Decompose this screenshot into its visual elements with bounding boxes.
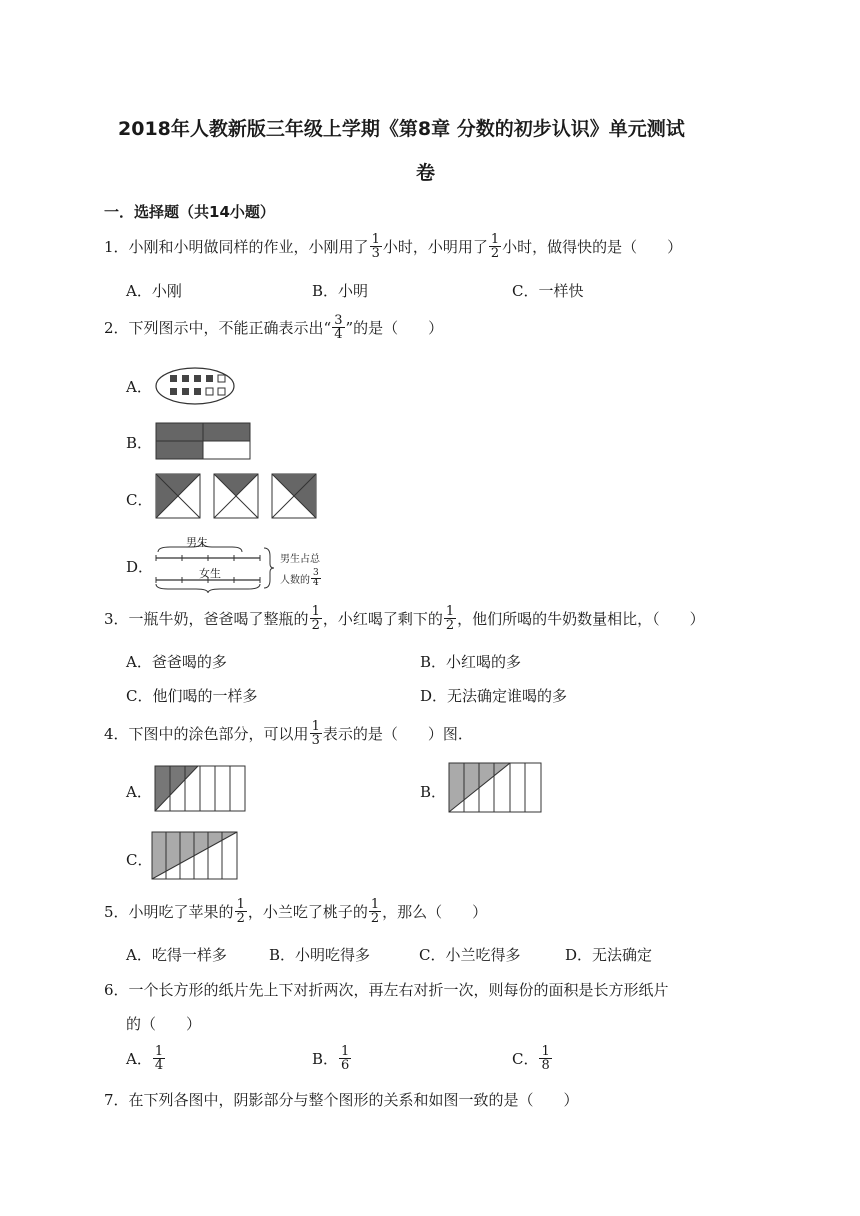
option-c[interactable]: C．一样快	[512, 282, 584, 300]
question-text: 下图中的涂色部分，可以用	[128, 725, 309, 743]
page-title: 2018年人教新版三年级上学期《第8章 分数的初步认识》单元测试	[118, 118, 685, 140]
oval-squares-figure	[155, 366, 235, 406]
fraction: $\frac{1}{3}$	[311, 719, 320, 748]
question-4	[104, 720, 473, 747]
option-a-label[interactable]: A．	[126, 783, 152, 801]
option-c[interactable]: C．他们喝的一样多	[126, 687, 258, 705]
option-a[interactable]: A．小刚	[126, 282, 182, 300]
option-b-label[interactable]: B．	[126, 434, 153, 452]
boys-label: 男生	[186, 536, 208, 549]
option-c[interactable]: C． $\frac{1}{8}$	[512, 1044, 550, 1073]
girls-label: 女生	[199, 567, 221, 580]
option-d[interactable]: D．无法确定	[565, 946, 653, 964]
option-c-label[interactable]: C．	[126, 851, 153, 869]
question-number: 2．	[104, 319, 129, 337]
option-d[interactable]: D．无法确定谁喝的多	[420, 687, 568, 705]
section-heading: 一．选择题（共14小题）	[104, 203, 275, 221]
fraction: $\frac{1}{4}$	[154, 1044, 164, 1073]
option-a-label[interactable]: A．	[126, 378, 152, 396]
option-b[interactable]: B． $\frac{1}{6}$	[312, 1044, 350, 1073]
question-text: 小时，做得快的是（ ）	[502, 238, 683, 256]
fraction: $\frac{1}{2}$	[311, 604, 320, 633]
question-text: ，小红喝了剩下的	[322, 610, 443, 628]
question-text: ，小兰吃了桃子的	[247, 903, 368, 921]
option-a[interactable]: A． $\frac{1}{4}$	[126, 1044, 164, 1073]
question-7	[104, 1089, 579, 1110]
squares-diagonals-figure	[155, 473, 320, 521]
question-text: 一个长方形的纸片先上下对折两次，再左右对折一次，则每份的面积是长方形纸片	[128, 981, 669, 999]
fraction: $\frac{1}{2}$	[236, 897, 245, 926]
question-number: 6．	[104, 981, 129, 999]
option-b-label[interactable]: B．	[420, 783, 447, 801]
fraction: $\frac{1}{3}$	[371, 232, 380, 261]
fraction: $\frac{1}{2}$	[445, 604, 455, 633]
question-6	[104, 979, 669, 1000]
fraction: $\frac{3}{4}$	[334, 313, 343, 342]
option-a[interactable]: A．爸爸喝的多	[126, 653, 227, 671]
question-text: 下列图示中，不能正确表示出“	[128, 319, 332, 337]
fraction: $\frac{1}{2}$	[370, 897, 380, 926]
fraction: $\frac{1}{8}$	[541, 1044, 550, 1073]
question-number: 1．	[104, 238, 129, 256]
question-text: 一瓶牛奶，爸爸喝了整瓶的	[128, 610, 309, 628]
fraction: $\frac{1}{6}$	[341, 1044, 350, 1073]
question-text: ”的是（ ）	[345, 319, 444, 337]
question-number: 4．	[104, 725, 129, 743]
option-b[interactable]: B．小红喝的多	[420, 653, 522, 671]
question-text: ，他们所喝的牛奶数量相比，（ ）	[457, 610, 705, 628]
option-b[interactable]: B．小明	[312, 282, 369, 300]
question-text: 在下列各图中，阴影部分与整个图形的关系和如图一致的是（ ）	[128, 1091, 579, 1109]
question-6-continued: 的（ ）	[126, 1015, 202, 1033]
page-title-continued: 卷	[416, 162, 436, 184]
question-1	[104, 233, 682, 260]
question-text: ，那么（ ）	[382, 903, 488, 921]
note-line-2: 人数的 $\frac{3}{4}$	[280, 568, 319, 588]
rectangle-quarters-figure	[155, 422, 251, 460]
fraction: $\frac{1}{2}$	[490, 232, 500, 261]
question-number: 5．	[104, 903, 129, 921]
question-text: 表示的是（ ）图．	[322, 725, 473, 743]
option-c-label[interactable]: C．	[126, 491, 153, 509]
question-text: 小时，小明用了	[382, 238, 488, 256]
option-a[interactable]: A．吃得一样多	[126, 946, 227, 964]
right-brace-icon	[262, 546, 276, 590]
question-2	[104, 314, 443, 341]
fraction: $\frac{3}{4}$	[313, 568, 319, 588]
question-3	[104, 605, 705, 632]
option-d-label[interactable]: D．	[126, 558, 154, 576]
option-b[interactable]: B．小明吃得多	[269, 946, 371, 964]
question-number: 3．	[104, 610, 129, 628]
question-text: 小明吃了苹果的	[128, 903, 234, 921]
note-line-1: 男生占总	[280, 554, 320, 565]
question-text: 小刚和小明做同样的作业，小刚用了	[128, 238, 369, 256]
question-5	[104, 898, 487, 925]
strip-figure-c	[151, 831, 239, 881]
question-number: 7．	[104, 1091, 129, 1109]
option-c[interactable]: C．小兰吃得多	[419, 946, 521, 964]
strip-figure-a	[154, 765, 246, 813]
strip-figure-b	[448, 762, 542, 814]
